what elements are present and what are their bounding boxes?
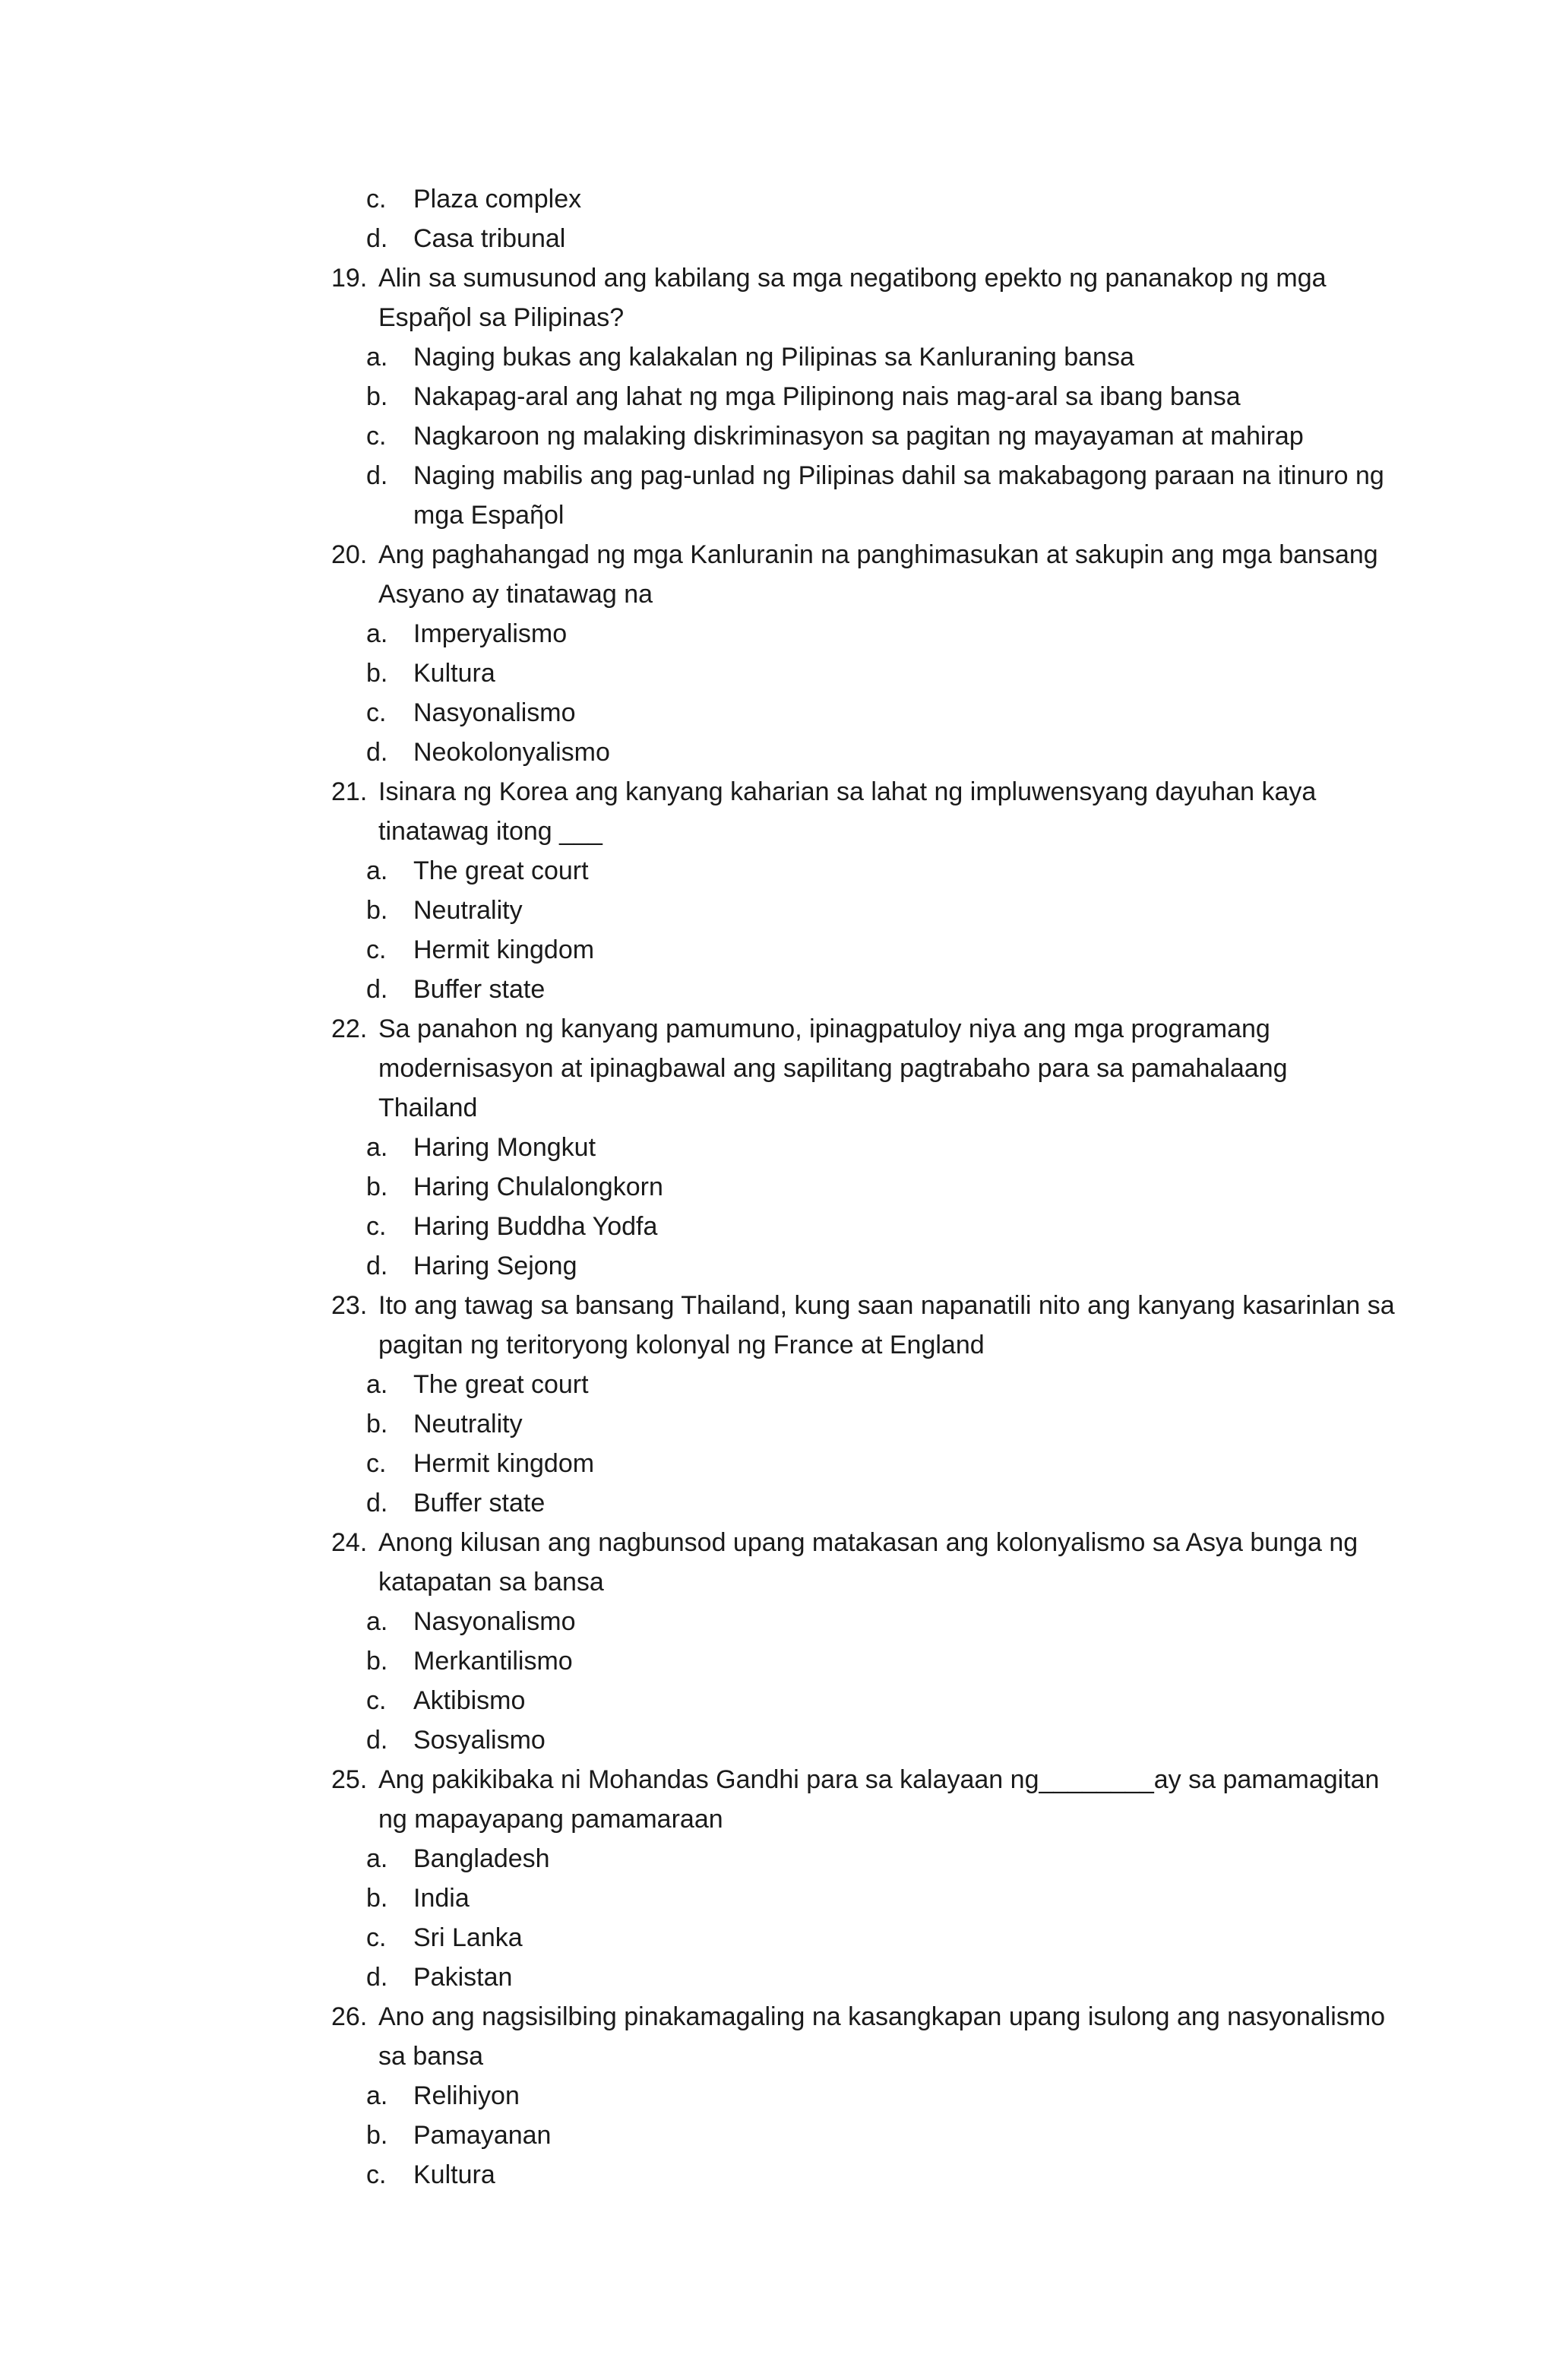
- option-item: [331, 970, 1395, 1009]
- question-item: [331, 258, 1395, 535]
- option-item: [331, 179, 1395, 219]
- option-letter: a.: [366, 619, 388, 648]
- option-letter: b.: [366, 1884, 388, 1913]
- option-text: Aktibismo: [413, 1686, 526, 1715]
- option-text: Merkantilismo: [413, 1647, 573, 1676]
- question-line: [331, 1286, 1395, 1325]
- option-letter: a.: [366, 1370, 388, 1399]
- option-item: [331, 377, 1395, 416]
- option-item: [331, 1957, 1395, 1997]
- option-item: [331, 1839, 1395, 1878]
- question-list: [331, 258, 1395, 2195]
- option-item: [331, 1918, 1395, 1957]
- option-text: The great court: [413, 1370, 589, 1399]
- question-item: [331, 1286, 1395, 1523]
- option-text: Pakistan: [413, 1963, 513, 1992]
- option-text: Nagkaroon ng malaking diskriminasyon sa pagitan ng mayayaman at mahirap: [413, 422, 1304, 451]
- option-text: Kultura: [413, 2160, 495, 2189]
- option-text: Neokolonyalismo: [413, 738, 610, 767]
- option-item: [331, 1720, 1395, 1760]
- question-item: [331, 1760, 1395, 1997]
- option-item: [331, 1207, 1395, 1246]
- question-item: [331, 535, 1395, 772]
- question-number: 23.: [331, 1291, 368, 1320]
- question-line: [331, 574, 1395, 614]
- option-text: Haring Mongkut: [413, 1133, 596, 1162]
- option-text: Haring Buddha Yodfa: [413, 1212, 658, 1241]
- question-text: Espaῆol sa Pilipinas?: [378, 303, 625, 332]
- option-text: Buffer state: [413, 975, 546, 1004]
- option-letter: c.: [366, 185, 387, 214]
- question-line: [331, 258, 1395, 298]
- option-letter: d.: [366, 1726, 388, 1755]
- option-text: Neutrality: [413, 896, 523, 925]
- option-letter: d.: [366, 1252, 388, 1280]
- question-number: 25.: [331, 1765, 368, 1794]
- option-text: The great court: [413, 856, 589, 885]
- lead-options: [331, 179, 1395, 258]
- question-number: 21.: [331, 777, 368, 806]
- option-text: Buffer state: [413, 1489, 546, 1518]
- option-text: Nakapag-aral ang lahat ng mga Pilipinong nais mag-aral sa ibang bansa: [413, 382, 1241, 411]
- option-letter: d.: [366, 1489, 388, 1518]
- option-item: [331, 2155, 1395, 2195]
- option-item: [331, 456, 1395, 495]
- question-line: [331, 1049, 1395, 1088]
- option-text: Sri Lanka: [413, 1923, 523, 1952]
- question-text: Ano ang nagsisilbing pinakamagaling na kasangkapan upang isulong ang nasyonalismo: [378, 2002, 1386, 2031]
- question-line: [331, 812, 1395, 851]
- question-line: [331, 772, 1395, 812]
- question-text: Anong kilusan ang nagbunsod upang matakasan ang kolonyalismo sa Asya bunga ng: [378, 1528, 1358, 1557]
- option-letter: c.: [366, 422, 387, 451]
- question-text: Asyano ay tinatawag na: [378, 580, 653, 609]
- option-letter: d.: [366, 224, 388, 253]
- option-letter: a.: [366, 1607, 388, 1636]
- option-text: Sosyalismo: [413, 1726, 546, 1755]
- option-letter: d.: [366, 975, 388, 1004]
- option-letter: a.: [366, 2081, 388, 2110]
- question-text: modernisasyon at ipinagbawal ang sapilitang pagtrabaho para sa pamahalaang: [378, 1054, 1288, 1083]
- option-text: Hermit kingdom: [413, 1449, 595, 1478]
- question-number: 20.: [331, 540, 368, 569]
- option-item: [331, 891, 1395, 930]
- option-text: Plaza complex: [413, 185, 582, 214]
- option-text: Haring Sejong: [413, 1252, 577, 1280]
- question-item: [331, 1009, 1395, 1286]
- question-text: sa bansa: [378, 2042, 483, 2071]
- option-item: [331, 1444, 1395, 1483]
- question-text: tinatawag itong ___: [378, 817, 602, 846]
- option-item: [331, 416, 1395, 456]
- option-letter: d.: [366, 461, 388, 490]
- question-line: [331, 1997, 1395, 2037]
- question-item: [331, 1523, 1395, 1760]
- question-text: pagitan ng teritoryong kolonyal ng France at England: [378, 1331, 985, 1359]
- option-letter: c.: [366, 1686, 387, 1715]
- option-letter: c.: [366, 2160, 387, 2189]
- quiz-content: [331, 179, 1395, 2195]
- option-text: Neutrality: [413, 1410, 523, 1438]
- question-line: [331, 1325, 1395, 1365]
- question-text: Sa panahon ng kanyang pamumuno, ipinagpatuloy niya ang mga programang: [378, 1014, 1270, 1043]
- option-item: [331, 2116, 1395, 2155]
- option-letter: b.: [366, 659, 388, 688]
- option-item: [331, 851, 1395, 891]
- question-number: 26.: [331, 2002, 368, 2031]
- question-text: Alin sa sumusunod ang kabilang sa mga negatibong epekto ng pananakop ng mga: [378, 264, 1327, 293]
- question-line: [331, 1760, 1395, 1799]
- question-text: Ang pakikibaka ni Mohandas Gandhi para sa kalayaan ng________ay sa pamamagitan: [378, 1765, 1380, 1794]
- question-line: [331, 1088, 1395, 1128]
- option-item: [331, 1128, 1395, 1167]
- option-text: Kultura: [413, 659, 495, 688]
- option-letter: b.: [366, 382, 388, 411]
- option-item: [331, 1404, 1395, 1444]
- option-item: [331, 219, 1395, 258]
- question-line: [331, 1009, 1395, 1049]
- option-item: [331, 1681, 1395, 1720]
- option-text: India: [413, 1884, 470, 1913]
- question-text: Thailand: [378, 1093, 478, 1122]
- option-item: [331, 693, 1395, 733]
- option-item: [331, 1641, 1395, 1681]
- option-letter: a.: [366, 343, 388, 372]
- option-item: [331, 337, 1395, 377]
- option-letter: c.: [366, 935, 387, 964]
- option-letter: a.: [366, 1844, 388, 1873]
- option-letter: b.: [366, 1410, 388, 1438]
- option-text: Pamayanan: [413, 2121, 552, 2150]
- option-item: [331, 654, 1395, 693]
- option-item: [331, 1483, 1395, 1523]
- option-letter: a.: [366, 1133, 388, 1162]
- question-line: [331, 1523, 1395, 1562]
- option-text-continued: mga Espaῆol: [413, 501, 565, 530]
- option-item: [331, 614, 1395, 654]
- option-text: Bangladesh: [413, 1844, 550, 1873]
- question-text: Isinara ng Korea ang kanyang kaharian sa lahat ng impluwensyang dayuhan kaya: [378, 777, 1317, 806]
- question-line: [331, 1799, 1395, 1839]
- question-number: 24.: [331, 1528, 368, 1557]
- question-number: 22.: [331, 1014, 368, 1043]
- option-letter: c.: [366, 698, 387, 727]
- option-letter: c.: [366, 1212, 387, 1241]
- question-line: [331, 535, 1395, 574]
- option-text: Casa tribunal: [413, 224, 566, 253]
- option-item: [331, 733, 1395, 772]
- option-letter: b.: [366, 896, 388, 925]
- option-letter: b.: [366, 1647, 388, 1676]
- question-text: katapatan sa bansa: [378, 1568, 604, 1597]
- option-text: Imperyalismo: [413, 619, 568, 648]
- option-letter: d.: [366, 738, 388, 767]
- option-letter: c.: [366, 1449, 387, 1478]
- option-item: [331, 1602, 1395, 1641]
- question-text: Ito ang tawag sa bansang Thailand, kung saan napanatili nito ang kanyang kasarinlan sa: [378, 1291, 1395, 1320]
- option-item: [331, 1167, 1395, 1207]
- option-item: [331, 1246, 1395, 1286]
- option-letter: d.: [366, 1963, 388, 1992]
- option-item: [331, 930, 1395, 970]
- option-text: Nasyonalismo: [413, 698, 576, 727]
- option-letter: a.: [366, 856, 388, 885]
- option-text: Hermit kingdom: [413, 935, 595, 964]
- question-item: [331, 772, 1395, 1009]
- option-text: Naging bukas ang kalakalan ng Pilipinas sa Kanluraning bansa: [413, 343, 1134, 372]
- option-item: [331, 1878, 1395, 1918]
- option-text: Haring Chulalongkorn: [413, 1173, 663, 1201]
- option-item: [331, 2076, 1395, 2116]
- question-item: [331, 1997, 1395, 2195]
- question-line: [331, 298, 1395, 337]
- question-text: ng mapayapang pamamaraan: [378, 1805, 723, 1834]
- option-letter: b.: [366, 1173, 388, 1201]
- question-number: 19.: [331, 264, 368, 293]
- option-letter: b.: [366, 2121, 388, 2150]
- option-text: Naging mabilis ang pag-unlad ng Pilipinas dahil sa makabagong paraan na itinuro ng: [413, 461, 1384, 490]
- question-line: [331, 2037, 1395, 2076]
- option-item: [331, 1365, 1395, 1404]
- question-text: Ang paghahangad ng mga Kanluranin na panghimasukan at sakupin ang mga bansang: [378, 540, 1378, 569]
- option-text: Relihiyon: [413, 2081, 520, 2110]
- option-letter: c.: [366, 1923, 387, 1952]
- option-text: Nasyonalismo: [413, 1607, 576, 1636]
- question-line: [331, 1562, 1395, 1602]
